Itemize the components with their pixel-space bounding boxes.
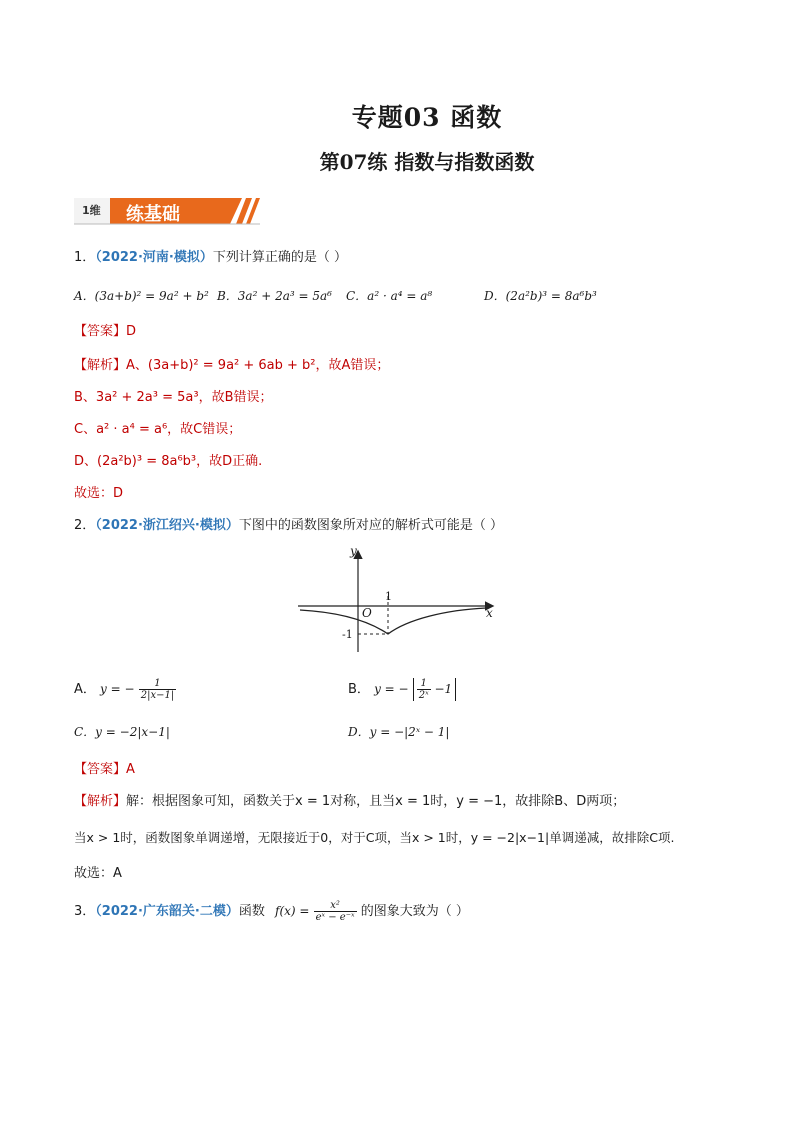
q1-options-ab	[74, 286, 332, 307]
question-2: 2．（2022·浙江绍兴·模拟）下图中的函数图象所对应的解析式可能是（ ）	[74, 518, 503, 533]
q2-answer: 【答案】A	[74, 762, 135, 777]
q1-option-d: D．(2a²b)³ = 8a⁶b³	[484, 289, 597, 303]
section-banner	[74, 190, 260, 230]
banner-tag: 1维	[82, 204, 101, 217]
q1-choose: 故选：D	[74, 486, 124, 501]
q2-option-b: B． y = − $\frac{1}{\text{2ˣ}}$ −1	[348, 678, 456, 701]
banner-label: 练基础	[126, 204, 180, 225]
q1-option-a: A．(3a+b)² = 9a² + b²	[74, 289, 209, 303]
q1-option-b: B．3a² + 2a³ = 5a⁶	[216, 289, 332, 303]
q1-analysis-1: 【解析】A、(3a+b)² = 9a² + 6ab + b²，故A错误；	[74, 358, 390, 373]
question-3: 3．（2022·广东韶关·二模）函数 f(x) = $\frac{\text{x²}}{\text{eˣ − e⁻ˣ}}$ 的图象大致为（ ）	[74, 900, 469, 923]
q2-option-a: A． y = − $\frac{1}{2|x-1|}$	[74, 678, 175, 701]
page-subtitle: 第07练 指数与指数函数	[319, 150, 535, 174]
q1-analysis-3: C、a² · a⁴ = a⁶，故C错误；	[74, 422, 242, 437]
page-title: 专题03 函数	[351, 103, 503, 132]
q2-option-d: D．y = −|2ˣ − 1|	[348, 725, 450, 739]
q1-answer: 【答案】D	[74, 324, 137, 339]
question-1: 1．（2022·河南·模拟）下列计算正确的是（ ）	[74, 250, 347, 265]
q2-analysis-2: 当x > 1时，函数图象单调递增，无限接近于0，对于C项，当x > 1时，y = −2|x−1|单调递减，故排除C项.	[74, 830, 675, 845]
graph-x-label: x	[486, 606, 493, 620]
curve	[300, 608, 486, 634]
q2-analysis-1: 【解析】解：根据图象可知，函数关于x = 1对称，且当x = 1时，y = −1，故排除B、D两项；	[74, 794, 626, 809]
graph-tick-x: 1	[385, 590, 392, 603]
q2-function-graph	[296, 544, 500, 656]
q1-analysis-4: D、(2a²b)³ = 8a⁶b³，故D正确.	[74, 454, 263, 469]
q1-option-c: C．a² · a⁴ = a⁸	[346, 289, 433, 303]
q1-analysis-2: B、3a² + 2a³ = 5a³，故B错误；	[74, 390, 273, 405]
q2-option-c: C．y = −2|x−1|	[74, 725, 170, 739]
graph-y-label: y	[350, 544, 357, 558]
graph-origin: O	[362, 606, 372, 620]
q2-choose: 故选：A	[74, 866, 122, 881]
graph-tick-y: -1	[342, 628, 353, 641]
